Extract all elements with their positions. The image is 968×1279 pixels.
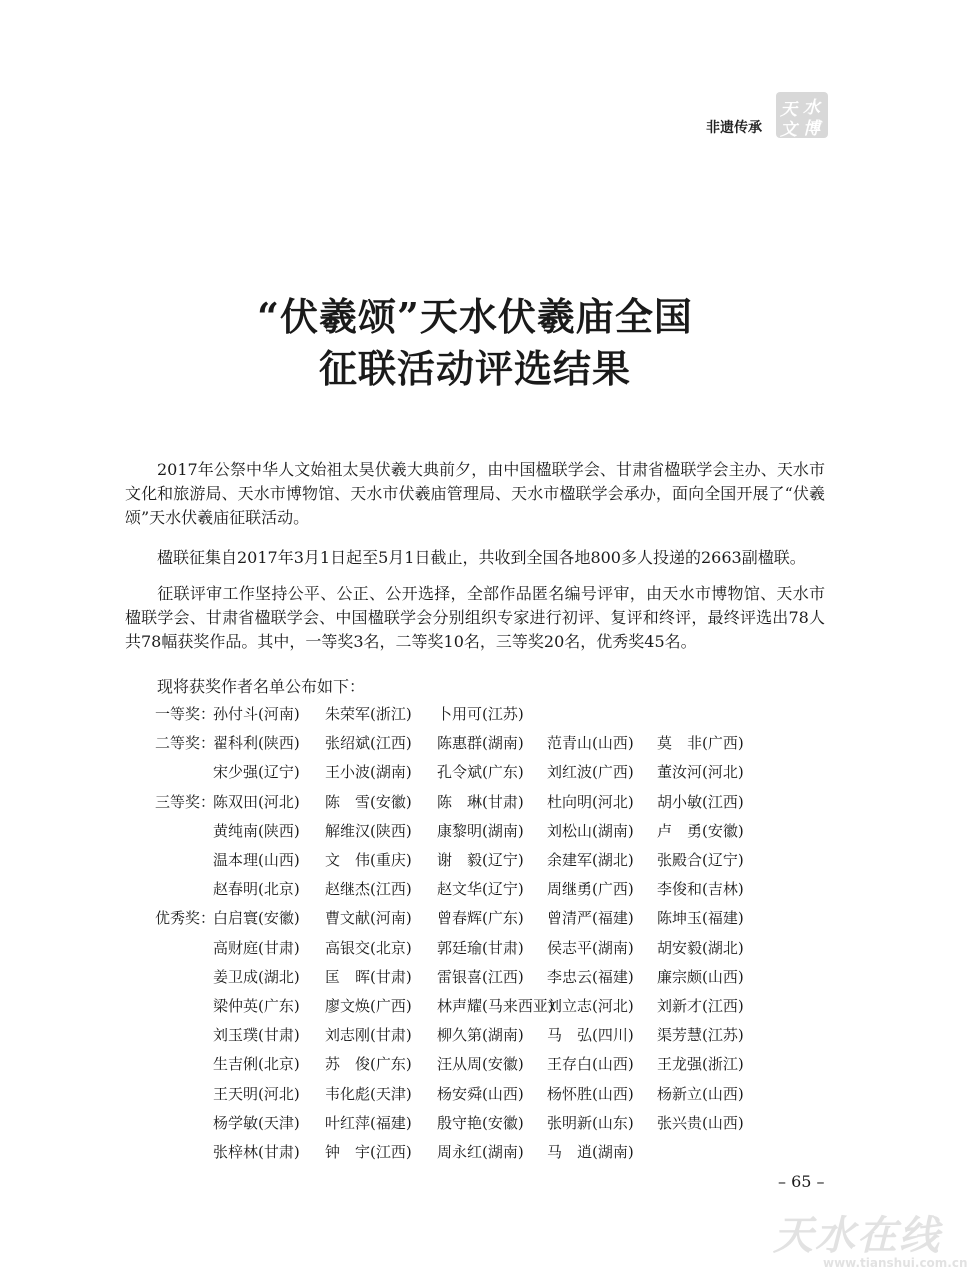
winner-name: 解维汉(陕西) — [325, 821, 412, 840]
winner-name: 刘玉璞(甘肃) — [213, 1026, 300, 1045]
watermark — [773, 1196, 968, 1276]
winner-name: 柳久第(湖南) — [437, 1026, 524, 1045]
winner-name: 胡安毅(湖北) — [657, 938, 744, 957]
paragraph-text: 楹联征集自2017年3月1日起至5月1日截止，共收到全国各地800多人投递的2663副楹联。 — [157, 548, 806, 567]
winner-name: 文 伟(重庆) — [325, 851, 412, 869]
section-label: 非遗传承 — [706, 120, 762, 136]
winner-name: 韦化彪(天津) — [325, 1084, 412, 1103]
winner-name: 雷银喜(江西) — [437, 967, 524, 986]
winner-name: 周继勇(广西) — [547, 880, 634, 899]
winner-name: 陈 雪(安徽) — [325, 792, 412, 811]
winner-name: 胡小敏(江西) — [657, 792, 744, 811]
winner-name: 张兴贵(山西) — [657, 1113, 744, 1132]
winner-name: 曾春辉(广东) — [437, 909, 524, 928]
winner-name: 汪从周(安徽) — [437, 1055, 524, 1074]
winner-name: 刘松山(湖南) — [547, 821, 634, 840]
winner-name: 刘新才(江西) — [657, 997, 744, 1015]
winner-name: 廉宗颇(山西) — [657, 967, 744, 986]
winner-name: 赵春明(北京) — [213, 880, 300, 899]
paragraph-text: 现将获奖作者名单公布如下： — [157, 677, 366, 696]
logo-char: 水 — [803, 98, 820, 118]
winner-name: 赵文华(辽宁) — [437, 880, 524, 899]
winner-name: 王存白(山西) — [547, 1055, 634, 1074]
winner-name: 殷守艳(安徽) — [437, 1113, 524, 1132]
winner-name: 董汝河(河北) — [657, 763, 744, 782]
watermark-url: www.tianshui.com.cn — [823, 1256, 968, 1270]
winner-name: 叶红萍(福建) — [325, 1113, 412, 1132]
winner-name: 余建军(湖北) — [547, 851, 634, 869]
watermark-text: 天水在线 — [773, 1213, 941, 1259]
winner-name: 高银交(北京) — [325, 938, 412, 957]
winner-name: 高财庭(甘肃) — [213, 938, 300, 957]
winner-name: 白启寰(安徽) — [213, 909, 300, 928]
winner-name: 杨新立(山西) — [657, 1084, 744, 1103]
paragraph-text: 2017年公祭中华人文始祖太昊伏羲大典前夕，由中国楹联学会、甘肃省楹联学会主办、天水市文化和旅游局、天水市博物馆、天水市伏羲庙管理局、天水市楹联学会承办，面向全国开展了“伏羲颂”天水伏羲庙征联活动。 — [125, 460, 825, 527]
winner-name: 黄纯南(陕西) — [213, 821, 300, 840]
winner-name: 廖文焕(广西) — [325, 997, 412, 1015]
winner-name: 李俊和(吉林) — [657, 880, 744, 899]
winner-name: 杜向明(河北) — [547, 792, 634, 811]
winner-name: 朱荣军(浙江) — [325, 705, 412, 723]
winner-name: 林声耀(马来西亚) — [437, 997, 554, 1015]
winner-name: 赵继杰(江西) — [325, 880, 412, 899]
winner-name: 匡 晖(甘肃) — [325, 967, 412, 986]
winner-name: 张绍斌(江西) — [325, 734, 412, 753]
award-category: 一等奖： — [155, 705, 216, 723]
winner-name: 陈惠群(湖南) — [437, 734, 524, 753]
winner-name: 刘红波(广西) — [547, 763, 634, 782]
winner-name: 张殿合(辽宁) — [657, 851, 744, 869]
winner-name: 刘志刚(甘肃) — [325, 1026, 412, 1045]
winner-name: 马 弘(四川) — [547, 1026, 634, 1045]
winner-name: 卢 勇(安徽) — [657, 821, 744, 840]
logo-char: 博 — [803, 119, 820, 139]
paragraph — [125, 675, 825, 699]
winner-name: 曹文献(河南) — [325, 909, 412, 928]
winner-name: 张梓林(甘肃) — [213, 1143, 300, 1161]
winner-name: 孙付斗(河南) — [213, 705, 300, 723]
winner-name: 李忠云(福建) — [547, 967, 634, 986]
winner-name: 梁仲英(广东) — [213, 997, 300, 1015]
winner-name: 渠芳慧(江苏) — [657, 1026, 744, 1045]
award-category: 二等奖： — [155, 734, 216, 753]
winner-name: 范青山(山西) — [547, 734, 634, 753]
winner-name: 侯志平(湖南) — [547, 938, 634, 957]
winner-name: 翟科利(陕西) — [213, 734, 300, 753]
winner-name: 钟 宇(江西) — [325, 1143, 412, 1161]
winner-name: 王天明(河北) — [213, 1084, 300, 1103]
winner-name: 莫 非(广西) — [657, 734, 744, 753]
section-logo — [776, 92, 828, 138]
winner-name: 陈坤玉(福建) — [657, 909, 744, 928]
article-title-line2: 征联活动评选结果 — [318, 346, 631, 391]
winner-name: 郭廷瑜(甘肃) — [437, 938, 524, 957]
paragraph — [125, 458, 825, 530]
winner-name: 孔令斌(广东) — [437, 763, 524, 782]
award-category: 三等奖： — [155, 792, 216, 811]
paragraph-text: 征联评审工作坚持公平、公正、公开选择，全部作品匿名编号评审，由天水市博物馆、天水市楹联学会、甘肃省楹联学会、中国楹联学会分别组织专家进行初评、复评和终评，最终评选出78人共78幅获奖作品。其中，一等奖3名，二等奖10名，三等奖20名，优秀奖45名。 — [125, 584, 825, 651]
winner-name: 苏 俊(广东) — [325, 1055, 412, 1074]
winner-name: 生吉俐(北京) — [213, 1055, 300, 1074]
logo-char: 天 — [780, 100, 797, 120]
winner-name: 宋少强(辽宁) — [213, 763, 300, 782]
winner-name: 谢 毅(辽宁) — [437, 851, 524, 869]
winner-name: 卜用可(江苏) — [437, 705, 524, 723]
winner-name: 杨学敏(天津) — [213, 1113, 300, 1132]
winner-name: 姜卫成(湖北) — [213, 967, 300, 986]
winner-name: 周永红(湖南) — [437, 1143, 524, 1161]
winner-name: 王小波(湖南) — [325, 763, 412, 782]
page-number: – 65 – — [778, 1172, 825, 1191]
winner-name: 张明新(山东) — [547, 1113, 634, 1132]
winner-name: 康黎明(湖南) — [437, 821, 524, 840]
paragraph — [125, 546, 825, 570]
winner-name: 马 逍(湖南) — [547, 1143, 634, 1161]
article-title-line1: “伏羲颂”天水伏羲庙全国 — [257, 294, 693, 339]
logo-char: 文 — [780, 120, 797, 140]
winner-name: 杨安舜(山西) — [437, 1084, 524, 1103]
winner-name: 陈双田(河北) — [213, 792, 300, 811]
winner-name: 杨怀胜(山西) — [547, 1084, 634, 1103]
winner-name: 曾清严(福建) — [547, 909, 634, 928]
winner-name: 刘立志(河北) — [547, 997, 634, 1015]
winner-name: 王龙强(浙江) — [657, 1055, 744, 1074]
winner-name: 温本理(山西) — [213, 851, 300, 869]
paragraph — [125, 582, 825, 654]
winner-name: 陈 琳(甘肃) — [437, 792, 524, 811]
award-category: 优秀奖： — [155, 909, 216, 928]
